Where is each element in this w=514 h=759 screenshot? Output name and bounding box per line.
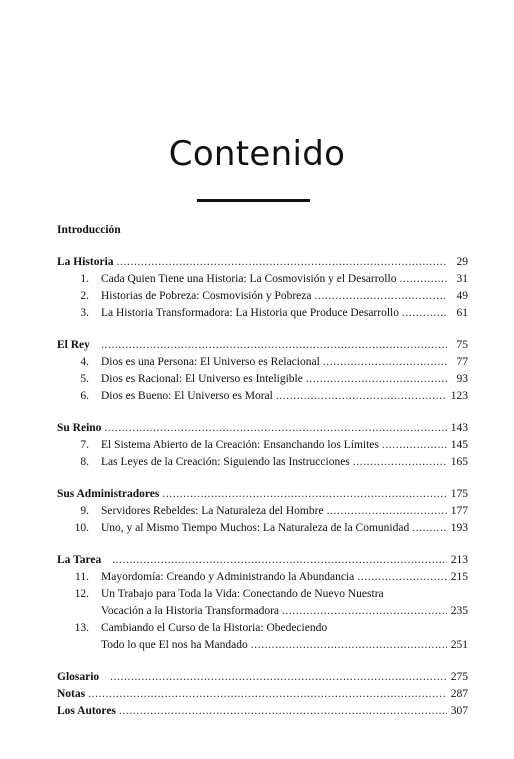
page-number: 143 [450, 422, 468, 434]
section-heading [57, 486, 468, 503]
chapter-title: La Historia Transformadora: La Historia que Produce Desarrollo [101, 307, 399, 319]
toc-section-la-tarea [57, 552, 468, 654]
page-number: 175 [450, 488, 468, 500]
chapter-number: 5. [80, 373, 89, 385]
page-number: 49 [456, 290, 468, 302]
introduction-label: Introducción [57, 224, 121, 236]
chapter-entry [57, 520, 468, 537]
page-number: 235 [450, 605, 468, 617]
chapter-entry [57, 288, 468, 305]
chapter-title: El Sistema Abierto de la Creación: Ensanchando los Límites [101, 439, 379, 451]
dot-leader [119, 703, 447, 720]
page-number: 61 [456, 307, 468, 319]
chapter-entry [57, 454, 468, 471]
section-heading [57, 337, 468, 354]
dot-leader [399, 271, 447, 288]
page-number: 165 [450, 456, 468, 468]
chapter-entry [57, 305, 468, 322]
chapter-entry [57, 371, 468, 388]
chapter-number: 10. [74, 522, 89, 534]
dot-leader [88, 686, 447, 703]
page-number: 251 [450, 639, 468, 651]
chapter-number: 3. [80, 307, 89, 319]
dot-leader [382, 437, 447, 454]
chapter-entry [57, 271, 468, 288]
chapter-number: 7. [80, 439, 89, 451]
page-number: 307 [450, 705, 468, 717]
chapter-entry [57, 437, 468, 454]
chapter-number: 1. [80, 273, 89, 285]
chapter-title: Mayordomía: Creando y Administrando la Abundancia [101, 571, 355, 583]
section-heading [57, 254, 468, 271]
chapter-number: 13. [74, 622, 89, 634]
page-number: 77 [456, 356, 468, 368]
chapter-title: Las Leyes de la Creación: Siguiendo las Instrucciones [101, 456, 350, 468]
chapter-title: Cambiando el Curso de la Historia: Obedeciendo [101, 622, 328, 634]
chapter-title: Dios es una Persona: El Universo es Relacional [101, 356, 320, 368]
page-number: 193 [450, 522, 468, 534]
page-number: 123 [450, 390, 468, 402]
chapter-entry-continuation [57, 603, 468, 620]
toc-section-sus-administradores [57, 486, 468, 537]
chapter-entry [57, 354, 468, 371]
dot-leader [412, 520, 447, 537]
toc-section-su-reino [57, 420, 468, 471]
page-number: 75 [456, 339, 468, 351]
chapter-number: 12. [74, 588, 89, 600]
section-label: La Tarea [57, 554, 102, 566]
page-number: 275 [450, 671, 468, 683]
chapter-title: Dios es Racional: El Universo es Inteligible [101, 373, 303, 385]
section-heading [57, 420, 468, 437]
dot-leader [101, 337, 447, 354]
dot-leader [323, 354, 447, 371]
page-number: 31 [456, 273, 468, 285]
toc-section-el-rey [57, 337, 468, 405]
chapter-title-continuation: Vocación a la Historia Transformadora [101, 605, 279, 617]
back-matter-label: Notas [57, 688, 86, 700]
section-heading [57, 552, 468, 569]
chapter-entry [57, 620, 468, 637]
chapter-title: Uno, y al Mismo Tiempo Muchos: La Naturaleza de la Comunidad [101, 522, 410, 534]
page-number: 145 [450, 439, 468, 451]
dot-leader [162, 486, 447, 503]
dot-leader [117, 254, 447, 271]
dot-leader [112, 552, 447, 569]
toc-back-matter [57, 669, 468, 720]
dot-leader [306, 371, 447, 388]
dot-leader [327, 503, 447, 520]
chapter-number: 8. [80, 456, 89, 468]
chapter-number: 6. [80, 390, 89, 402]
page-number: 93 [456, 373, 468, 385]
section-label: Sus Administradores [57, 488, 160, 500]
dot-leader [110, 669, 447, 686]
dot-leader [251, 637, 447, 654]
introduction-entry [57, 222, 468, 239]
page-number: 215 [450, 571, 468, 583]
page-number: 287 [450, 688, 468, 700]
back-matter-label: Los Autores [57, 705, 116, 717]
back-matter-label: Glosario [57, 671, 100, 683]
section-label: Su Reino [57, 422, 102, 434]
dot-leader [104, 420, 447, 437]
chapter-title: Cada Quien Tiene una Historia: La Cosmovisión y el Desarrollo [101, 273, 397, 285]
chapter-number: 4. [80, 356, 89, 368]
chapter-entry [57, 586, 468, 603]
chapter-title: Un Trabajo para Toda la Vida: Conectando de Nuevo Nuestra [101, 588, 384, 600]
dot-leader [276, 388, 447, 405]
page-number: 29 [456, 256, 468, 268]
page-title: Contenido [168, 134, 346, 174]
dot-leader [282, 603, 447, 620]
chapter-entry-continuation [57, 637, 468, 654]
chapter-number: 2. [80, 290, 89, 302]
chapter-title-continuation: Todo lo que El nos ha Mandado [101, 639, 248, 651]
chapter-number: 9. [80, 505, 89, 517]
title-underline [197, 199, 310, 202]
toc-section-la-historia [57, 254, 468, 322]
dot-leader [353, 454, 447, 471]
chapter-entry [57, 569, 468, 586]
back-matter-entry [57, 686, 468, 703]
table-of-contents [57, 222, 468, 735]
page-number: 213 [450, 554, 468, 566]
chapter-title: Servidores Rebeldes: La Naturaleza del Hombre [101, 505, 324, 517]
section-label: El Rey [57, 339, 90, 351]
page-number: 177 [450, 505, 468, 517]
section-label: La Historia [57, 256, 114, 268]
dot-leader [314, 288, 447, 305]
chapter-entry [57, 388, 468, 405]
back-matter-entry [57, 669, 468, 686]
back-matter-entry [57, 703, 468, 720]
chapter-entry [57, 503, 468, 520]
chapter-number: 11. [75, 571, 89, 583]
dot-leader [402, 305, 447, 322]
dot-leader [357, 569, 447, 586]
chapter-title: Dios es Bueno: El Universo es Moral [101, 390, 273, 402]
chapter-title: Historias de Pobreza: Cosmovisión y Pobreza [101, 290, 312, 302]
